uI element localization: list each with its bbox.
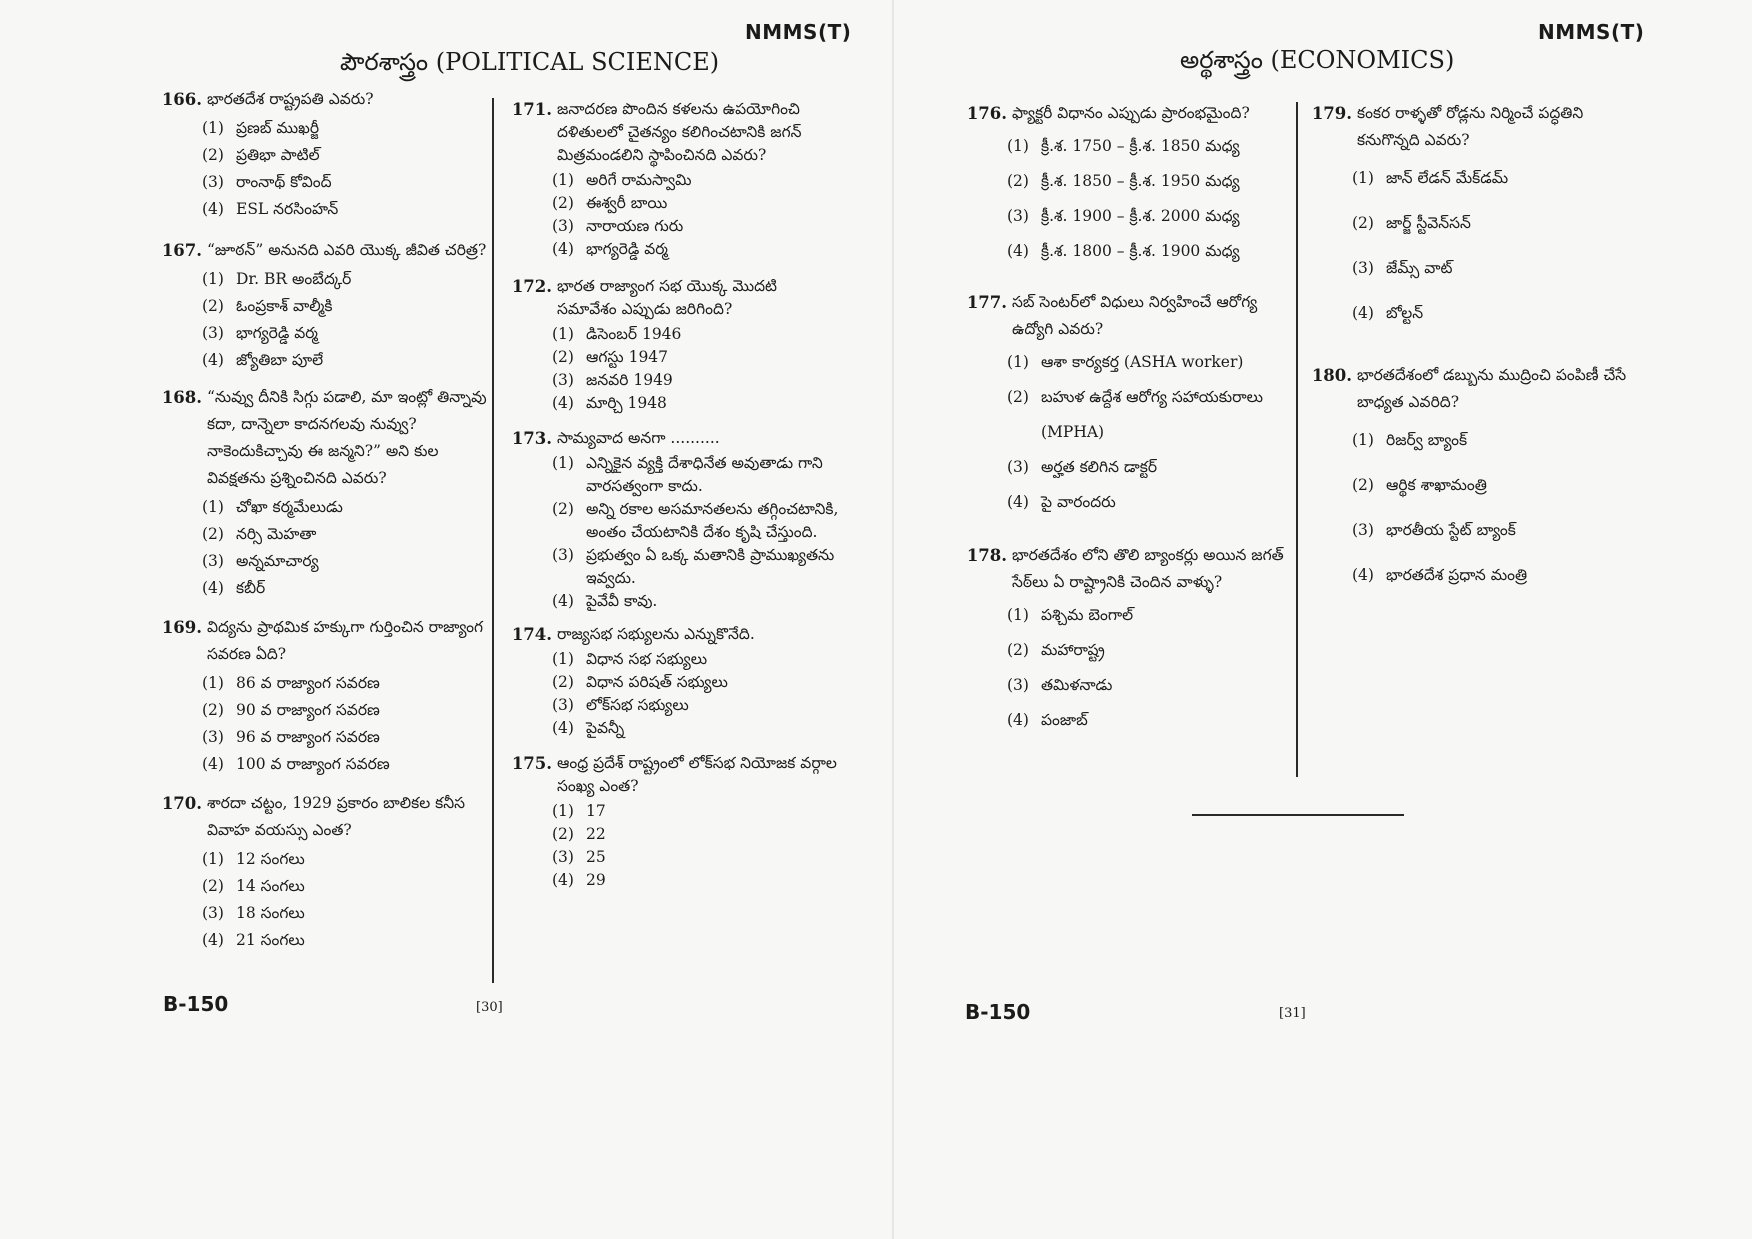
option-number: (3) [552, 546, 574, 564]
option-list [552, 648, 840, 740]
option-item [202, 266, 490, 293]
question-number: 169. [161, 618, 202, 637]
option-number: (1) [1007, 137, 1029, 155]
question-173 [510, 427, 840, 613]
option-number: (4) [1352, 304, 1374, 322]
question-head [1310, 362, 1640, 416]
option-text: విధాన సభ సభ్యులు [586, 650, 708, 668]
option-text: మహారాష్ట్ర [1041, 641, 1105, 659]
option-item [1007, 164, 1285, 199]
question-text: ఫ్యాక్టరీ విధానం ఎప్పుడు ప్రారంభమైంది? [1012, 104, 1250, 122]
option-list [552, 323, 840, 415]
option-text: ఆర్థిక శాఖామంత్రి [1386, 476, 1487, 494]
option-number: (2) [552, 194, 574, 212]
question-174 [510, 623, 840, 740]
option-number: (1) [1007, 353, 1029, 371]
option-number: (2) [552, 673, 574, 691]
option-item [202, 697, 490, 724]
option-item [202, 494, 490, 521]
option-item [552, 694, 840, 717]
option-text: బహుళ ఉద్దేశ ఆరోగ్య సహాయకురాలు (MPHA) [1041, 388, 1264, 441]
option-item [552, 823, 840, 846]
option-list [202, 494, 490, 602]
option-number: (2) [202, 146, 224, 164]
option-text: తమిళనాడు [1041, 676, 1113, 694]
option-number: (2) [552, 825, 574, 843]
option-text: 100 వ రాజ్యాంగ సవరణ [236, 755, 390, 773]
question-169 [160, 614, 490, 778]
option-number: (4) [552, 240, 574, 258]
option-item [202, 521, 490, 548]
question-text: శారదా చట్టం, 1929 ప్రకారం బాలికల కనీస వివాహ వయస్సు ఎంత? [207, 794, 466, 839]
option-text: ఎన్నికైన వ్యక్తి దేశాధినేత అవుతాడు గాని వారసత్వంగా కాదు. [586, 454, 823, 495]
option-number: (1) [552, 650, 574, 668]
option-number: (3) [1007, 676, 1029, 694]
option-number: (3) [1007, 207, 1029, 225]
option-item [1007, 703, 1285, 738]
option-item [1007, 485, 1285, 520]
option-item [202, 900, 490, 927]
option-text: Dr. BR అంబేద్కర్ [236, 270, 352, 288]
option-list [552, 169, 840, 261]
option-item [552, 369, 840, 392]
option-text: క్రీ.శ. 1800 – క్రీ.శ. 1900 మధ్య [1041, 242, 1240, 260]
right-page-code: NMMS(T) [1538, 20, 1645, 44]
option-item [1007, 345, 1285, 380]
option-item [202, 115, 490, 142]
option-item [552, 671, 840, 694]
option-list [1352, 156, 1640, 336]
question-number: 175. [511, 754, 552, 773]
option-item [552, 392, 840, 415]
option-text: ఆశా కార్యకర్త (ASHA worker) [1041, 353, 1244, 371]
question-179 [1310, 100, 1640, 336]
option-text: క్రీ.శ. 1750 – క్రీ.శ. 1850 మధ్య [1041, 137, 1240, 155]
option-text: 12 సంగలు [236, 850, 305, 868]
right-column-2 [1310, 100, 1640, 598]
option-item [1007, 129, 1285, 164]
option-number: (2) [202, 525, 224, 543]
option-item [1352, 508, 1640, 553]
option-item [552, 323, 840, 346]
question-number: 176. [966, 104, 1007, 123]
option-item [202, 670, 490, 697]
left-page-code: NMMS(T) [745, 20, 852, 44]
question-head [160, 237, 490, 264]
right-booklet-code: B-150 [965, 1000, 1031, 1024]
option-number: (3) [202, 324, 224, 342]
option-number: (2) [1352, 214, 1374, 232]
question-number: 178. [966, 546, 1007, 565]
option-text: అరిగే రామస్వామి [586, 171, 692, 189]
option-text: పశ్చిమ బెంగాల్ [1041, 606, 1134, 624]
option-list [202, 266, 490, 374]
option-text: రాంనాథ్ కోవింద్ [236, 173, 332, 191]
option-text: రిజర్వ్ బ్యాంక్ [1386, 431, 1468, 449]
question-head [160, 614, 490, 668]
option-item [202, 873, 490, 900]
option-text: బోల్టన్ [1386, 304, 1424, 322]
question-number: 174. [511, 625, 552, 644]
question-number: 167. [161, 241, 202, 260]
option-item [202, 575, 490, 602]
option-number: (2) [552, 348, 574, 366]
option-text: నర్సి మెహతా [236, 525, 317, 543]
question-177 [965, 289, 1285, 520]
right-column-1 [965, 100, 1285, 738]
option-number: (4) [552, 719, 574, 737]
left-page-number: [30] [476, 1000, 503, 1015]
option-text: నారాయణ గురు [586, 217, 684, 235]
question-number: 180. [1311, 366, 1352, 385]
question-head [510, 275, 840, 321]
option-item [202, 927, 490, 954]
question-172 [510, 275, 840, 415]
left-column-2 [510, 98, 840, 892]
option-number: (3) [202, 552, 224, 570]
option-text: జనవరి 1949 [586, 371, 673, 389]
option-number: (1) [202, 674, 224, 692]
question-176 [965, 100, 1285, 269]
option-number: (4) [1007, 711, 1029, 729]
option-item [552, 846, 840, 869]
option-number: (2) [1352, 476, 1374, 494]
option-text: అన్ని రకాల అసమానతలను తగ్గించటానికి, అంతం చేయటానికి దేశం కృషి చేస్తుంది. [586, 500, 839, 541]
question-number: 177. [966, 293, 1007, 312]
question-text: జనాదరణ పొందిన కళలను ఉపయోగించి దళితులలో చైతన్యం కలిగించటానికి జగన్ మిత్రమండలిని స్థాపించినది ఎవరు? [557, 100, 802, 164]
question-text: భారతదేశంలో డబ్బును ముద్రించి పంపిణీ చేసే బాధ్యత ఎవరిది? [1357, 366, 1627, 411]
option-text: ఓంప్రకాశ్ వాల్మీకి [236, 297, 333, 315]
option-item [552, 590, 840, 613]
option-number: (1) [202, 270, 224, 288]
left-booklet-code: B-150 [163, 992, 229, 1016]
question-text: ఆంధ్ర ప్రదేశ్ రాష్ట్రంలో లోక్‌సభ నియోజక వర్గాల సంఖ్య ఎంత? [557, 754, 837, 795]
option-item [1007, 380, 1285, 450]
question-number: 171. [511, 100, 552, 119]
option-text: ప్రణబ్ ముఖర్జీ [236, 119, 320, 137]
option-number: (1) [1352, 431, 1374, 449]
option-number: (2) [1007, 641, 1029, 659]
question-number: 166. [161, 90, 202, 109]
option-text: అర్హత కలిగిన డాక్టర్ [1041, 458, 1158, 476]
option-item [552, 238, 840, 261]
question-text: సబ్ సెంటర్‌లో విధులు నిర్వహించే ఆరోగ్య ఉద్యోగి ఎవరు? [1012, 293, 1258, 338]
option-item [1007, 598, 1285, 633]
question-text: భారత రాజ్యాంగ సభ యొక్క మొదటి సమావేశం ఎప్పుడు జరిగింది? [557, 277, 778, 318]
option-number: (4) [202, 755, 224, 773]
option-text: పంజాబ్ [1041, 711, 1088, 729]
option-item [1007, 633, 1285, 668]
option-text: భాగ్యరెడ్డి వర్మ [236, 324, 318, 342]
option-text: పైవన్నీ [586, 719, 625, 737]
page-fold [892, 0, 894, 1239]
question-167 [160, 237, 490, 374]
option-item [552, 346, 840, 369]
option-item [552, 498, 840, 544]
option-text: 21 సంగలు [236, 931, 305, 949]
question-head [510, 98, 840, 167]
option-text: 96 వ రాజ్యాంగ సవరణ [236, 728, 380, 746]
question-text: రాజ్యసభ సభ్యులను ఎన్నుకొనేది. [557, 625, 755, 643]
option-text: జ్యోతిబా పూలే [236, 351, 324, 369]
option-number: (3) [202, 173, 224, 191]
option-number: (1) [552, 802, 574, 820]
question-head [160, 86, 490, 113]
option-list [1352, 418, 1640, 598]
option-text: 25 [586, 848, 606, 866]
option-number: (1) [552, 325, 574, 343]
option-number: (4) [552, 592, 574, 610]
option-item [552, 648, 840, 671]
question-text: “జూఠన్” అనునది ఎవరి యొక్క జీవిత చరిత్ర? [207, 241, 487, 259]
question-168 [160, 384, 490, 602]
option-number: (2) [202, 877, 224, 895]
option-list [1007, 598, 1285, 738]
option-item [1352, 291, 1640, 336]
option-item [1007, 199, 1285, 234]
option-item [202, 142, 490, 169]
column-divider [1296, 102, 1298, 777]
option-number: (3) [202, 904, 224, 922]
option-list [1007, 345, 1285, 520]
option-item [1352, 201, 1640, 246]
option-number: (1) [202, 850, 224, 868]
question-head [510, 427, 840, 450]
option-text: ప్రభుత్వం ఏ ఒక్క మతానికి ప్రాముఖ్యతను ఇవ్వదు. [586, 546, 835, 587]
option-text: 14 సంగలు [236, 877, 305, 895]
option-list [1007, 129, 1285, 269]
question-180 [1310, 362, 1640, 598]
option-number: (4) [202, 200, 224, 218]
option-number: (1) [552, 454, 574, 472]
option-number: (1) [1352, 169, 1374, 187]
option-item [202, 320, 490, 347]
option-text: భాగ్యరెడ్డి వర్మ [586, 240, 668, 258]
option-number: (4) [1007, 493, 1029, 511]
question-text: విద్యను ప్రాథమిక హక్కుగా గుర్తించిన రాజ్యాంగ సవరణ ఏది? [207, 618, 484, 663]
right-section-title: అర్థశాస్త్రం (ECONOMICS) [1180, 46, 1455, 74]
option-text: చోఖా కర్మమేలుడు [236, 498, 343, 516]
option-item [202, 169, 490, 196]
option-item [202, 293, 490, 320]
option-item [552, 452, 840, 498]
question-head [160, 384, 490, 492]
option-item [552, 869, 840, 892]
option-item [202, 196, 490, 223]
option-list [202, 670, 490, 778]
option-item [552, 800, 840, 823]
option-item [1007, 450, 1285, 485]
option-text: ఈశ్వరీ బాయి [586, 194, 668, 212]
left-section-title: పౌరశాస్త్రం (POLITICAL SCIENCE) [340, 48, 720, 76]
option-list [552, 452, 840, 613]
question-head [1310, 100, 1640, 154]
option-number: (2) [1007, 388, 1029, 406]
option-number: (3) [552, 371, 574, 389]
option-number: (4) [202, 579, 224, 597]
option-number: (2) [202, 297, 224, 315]
question-text: “నువ్వు దీనికి సిగ్గు పడాలి, మా ఇంట్లో తిన్నావు కదా, దాన్నెలా కాదనగలవు నువ్వు? నాకెందుకిచ్చావు ఈ జన్మని?” అని కుల వివక్షతను ప్రశ్నించినది ఎవరు? [207, 388, 487, 487]
option-item [552, 717, 840, 740]
option-item [1352, 553, 1640, 598]
option-text: క్రీ.శ. 1900 – క్రీ.శ. 2000 మధ్య [1041, 207, 1240, 225]
option-item [202, 724, 490, 751]
question-number: 179. [1311, 104, 1352, 123]
option-number: (2) [202, 701, 224, 719]
question-text: భారతదేశ రాష్ట్రపతి ఎవరు? [207, 90, 374, 108]
option-text: భారతీయ స్టేట్ బ్యాంక్ [1386, 521, 1516, 539]
question-head [160, 790, 490, 844]
question-text: సామ్యవాద అనగా .......... [557, 429, 720, 447]
question-number: 170. [161, 794, 202, 813]
column-divider [492, 98, 494, 983]
option-text: లోక్‌సభ సభ్యులు [586, 696, 689, 714]
option-text: పై వారందరు [1041, 493, 1116, 511]
option-number: (4) [552, 871, 574, 889]
option-text: మార్చి 1948 [586, 394, 667, 412]
option-text: జాన్ లేడన్ మేక్‌డమ్ [1386, 169, 1509, 187]
question-171 [510, 98, 840, 261]
left-column-1 [160, 86, 490, 954]
option-list [202, 115, 490, 223]
option-number: (1) [552, 171, 574, 189]
option-text: క్రీ.శ. 1850 – క్రీ.శ. 1950 మధ్య [1041, 172, 1240, 190]
option-number: (3) [552, 696, 574, 714]
option-text: 17 [586, 802, 606, 820]
option-text: భారతదేశ ప్రధాన మంత్రి [1386, 566, 1528, 584]
question-178 [965, 542, 1285, 738]
question-text: భారతదేశం లోని తొలి బ్యాంకర్లు అయిన జగత్ సేఠ్‌లు ఏ రాష్ట్రానికి చెందిన వాళ్ళు? [1012, 546, 1284, 591]
question-head [965, 100, 1285, 127]
option-number: (4) [202, 931, 224, 949]
option-text: 90 వ రాజ్యాంగ సవరణ [236, 701, 380, 719]
option-list [202, 846, 490, 954]
option-text: డిసెంబర్ 1946 [586, 325, 682, 343]
option-item [202, 846, 490, 873]
option-item [1352, 246, 1640, 291]
option-item [552, 215, 840, 238]
option-text: అన్నమాచార్య [236, 552, 319, 570]
option-number: (3) [552, 848, 574, 866]
option-number: (2) [1007, 172, 1029, 190]
option-number: (3) [202, 728, 224, 746]
option-text: జేమ్స్ వాట్ [1386, 259, 1453, 277]
option-number: (1) [202, 498, 224, 516]
question-head [510, 623, 840, 646]
option-item [552, 544, 840, 590]
option-text: ESL నరసింహన్ [236, 200, 339, 218]
option-number: (1) [202, 119, 224, 137]
option-item [552, 192, 840, 215]
option-text: జార్జ్ స్టీవెన్‌సన్ [1386, 214, 1471, 232]
option-list [552, 800, 840, 892]
option-number: (3) [1352, 259, 1374, 277]
option-number: (3) [1007, 458, 1029, 476]
option-text: ప్రతిభా పాటిల్ [236, 146, 320, 164]
option-text: 18 సంగలు [236, 904, 305, 922]
question-175 [510, 752, 840, 892]
question-170 [160, 790, 490, 954]
question-166 [160, 86, 490, 223]
option-number: (2) [552, 500, 574, 518]
question-number: 173. [511, 429, 552, 448]
question-head [965, 542, 1285, 596]
option-item [202, 347, 490, 374]
end-rule [1192, 814, 1404, 816]
option-number: (3) [552, 217, 574, 235]
option-item [1007, 234, 1285, 269]
option-number: (4) [1352, 566, 1374, 584]
option-number: (4) [552, 394, 574, 412]
question-text: కంకర రాళ్ళతో రోడ్లను నిర్మించే పద్ధతిని కనుగొన్నది ఎవరు? [1357, 104, 1584, 149]
question-head [965, 289, 1285, 343]
option-number: (3) [1352, 521, 1374, 539]
option-item [1352, 418, 1640, 463]
option-item [552, 169, 840, 192]
option-text: 29 [586, 871, 606, 889]
question-number: 168. [161, 388, 202, 407]
option-item [202, 548, 490, 575]
option-text: కబీర్ [236, 579, 266, 597]
option-number: (4) [202, 351, 224, 369]
option-text: విధాన పరిషత్ సభ్యులు [586, 673, 728, 691]
option-item [1352, 463, 1640, 508]
option-number: (1) [1007, 606, 1029, 624]
option-item [202, 751, 490, 778]
option-text: 22 [586, 825, 606, 843]
question-number: 172. [511, 277, 552, 296]
option-text: ఆగస్టు 1947 [586, 348, 669, 366]
option-text: పైవేవీ కావు. [586, 592, 658, 610]
option-item [1007, 668, 1285, 703]
option-number: (4) [1007, 242, 1029, 260]
question-head [510, 752, 840, 798]
right-page-number: [31] [1279, 1006, 1306, 1021]
option-item [1352, 156, 1640, 201]
option-text: 86 వ రాజ్యాంగ సవరణ [236, 674, 380, 692]
